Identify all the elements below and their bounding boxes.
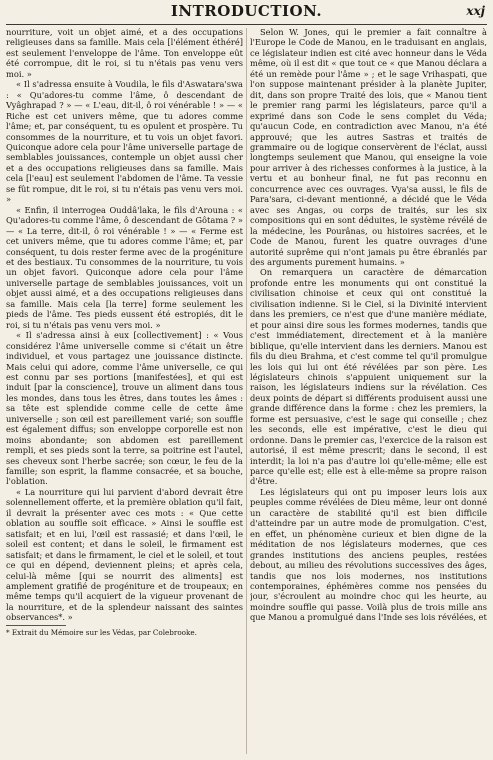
paragraph: nourriture, voit un objet aimé, et a des occupations religieuses dans sa famille. Mais cela [l'élément éthéré] est seulement l'enveloppe de l'âme. Ton enveloppe eût été corrompue, dit le roi, si tu n'étais pas venu vers moi. » [6, 27, 243, 79]
paragraph: « Enfin, il interrogea Ouddâ'laka, le fils d'Arouna : « Qu'adores-tu comme l'âme, ô descendant de Gôtama ? » — « La terre, dit-il, ô roi vénérable ! » — « Ferme est cet univers même, que tu adores comme l'âme; et, par conséquent, tu dois rester ferme avec de la progéniture et des bestiaux. Tu consommes de la nourriture, tu vois un objet favori. Quiconque adore cela pour l'âme universelle partage de semblables jouissances, voit un objet aussi aimé, et a des occupations religieuses dans sa famille. Mais cela [la terre] forme seulement les pieds de l'âme. Tes pieds eussent été estropiés, dit le roi, si tu n'étais pas venu vers moi. » [6, 204, 243, 330]
footnote: * Extrait du Mémoire sur les Védas, par Colebrooke. [6, 627, 197, 637]
paragraph: Selon W. Jones, qui le premier a fait connaître à l'Europe le Code de Manou, en le traduisant en anglais, ce législateur indien est cité avec honneur dans le Véda même, où il est dit « que tout ce « que Manou déclara a été un remède pour l'âme » ; et le sage Vrihaspati, que l'on suppose maintenant présider à la planète Jupiter, dit, dans son propre Traité des lois, que « Manou tient le premier rang parmi les législateurs, parce qu'il a exprimé dans son Code le sens complet du Véda; qu'aucun Code, en contradiction avec Manou, n'a été approuvé; que les autres Sastras et traités de grammaire ou de logique conservèrent de l'éclat, aussi longtemps seulement que Manou, qui enseigne la voie pour arriver à des richesses conformes à la justice, à la vertu et au bonheur final, ne fut pas reconnu en concurrence avec ces ouvrages. Vya'sa aussi, le fils de Para'sara, ci-devant mentionné, a décidé que le Véda avec ses Angas, ou corps de traités, sur les six compositions qui en sont déduites, le système révélé de la médecine, les Pourânas, ou histoires sacrées, et le Code de Manou, furent les quatre ouvrages d'une autorité suprême qui n'ont jamais pu être ébranlés par des arguments purement humains. » [250, 27, 487, 267]
column-divider [246, 28, 247, 754]
left-column [6, 27, 243, 755]
footnote-rule [6, 625, 66, 626]
running-title: INTRODUCTION. [170, 2, 323, 20]
page-header [0, 0, 493, 26]
page-number: xxj [466, 4, 485, 18]
right-column [250, 27, 487, 755]
paragraph: « Il s'adressa ensuite à Voudila, le fils d'Aswatara'swa : « Qu'adores-tu comme l'âme, ô descendant de Vyâghrapad ? » — « L'eau, dit-il, ô roi vénérable ! » — « Riche est cet univers même, que tu adores comme l'âme; et, par conséquent, tu es opulent et prospère. Tu consommes de la nourriture, et tu vois un objet favori. Quiconque adore cela pour l'âme universelle partage de semblables jouissances, contemple un objet aussi cher et a des occupations religieuses dans sa famille. Mais cela [l'eau] est seulement l'abdomen de l'âme. Ta vessie se fût rompue, dit le roi, si tu n'étais pas venu vers moi. » [6, 79, 243, 205]
paragraph: Les législateurs qui ont pu imposer leurs lois aux peuples comme révélées de Dieu même, leur ont donné un caractère de stabilité qu'il est bien difficile d'atteindre par un autre mode de promulgation. C'est, en effet, un phénomène curieux et bien digne de la méditation de nos législateurs modernes, que ces grandes institutions des anciens peuples, restées debout, au milieu des révolutions successives des âges, tandis que nos lois modernes, nos institutions contemporaines, éphémères comme nos pensées du jour, s'écroulent au moindre choc qui les heurte, au moindre souffle qui passe. Voilà plus de trois mille ans que Manou a promulgué dans l'Inde ses lois révélées, et [250, 486, 487, 623]
paragraph: « Il s'adressa ainsi à eux [collectivement] : « Vous considérez l'âme universelle comme si c'était un être individuel, et vous partagez une jouissance distincte. Mais celui qui adore, comme l'âme universelle, ce qui est connu par ses portions [manifestées], et qui est induit [par la conscience], trouve un aliment dans tous les mondes, dans tous les êtres, dans toutes les âmes : sa tête est splendide comme celle de cette âme universelle ; son œil est pareillement varié; son souffle est également diffus; son enveloppe corporelle est non moins abondante; son abdomen est pareillement rempli, et ses pieds sont la terre, sa poitrine est l'autel, ses cheveux sont l'herbe sacrée; son cœur, le feu de la famille; son esprit, la flamme consacrée, et sa bouche, l'oblation. [6, 330, 243, 487]
paragraph: On remarquera un caractère de démarcation profonde entre les monuments qui ont constitué la civilisation chinoise et ceux qui ont constitué la civilisation indienne. Si le Ciel, si la Divinité intervient dans les premiers, ce n'est que d'une manière médiate, et pour ainsi dire sous les formes modernes, tandis que c'est immédiatement, directement et à la manière biblique, qu'elle intervient dans les derniers. Manou est fils du dieu Brahma, et c'est comme tel qu'il promulgue les lois qui lui ont été révélées par son père. Les législateurs chinois s'appuient uniquement sur la raison, les législateurs indiens sur la révélation. Ces deux points de départ si différents produisent aussi une grande différence dans la forme : chez les premiers, la forme est persuasive, c'est le sage qui conseille ; chez les seconds, elle est impérative, c'est le dieu qui ordonne. Dans le premier cas, l'exercice de la raison est autorisé, il est même prescrit; dans le second, il est interdit; la loi n'a pas d'autre loi qu'elle-même; elle est parce qu'elle est; elle est à elle-même sa propre raison d'être. [250, 267, 487, 487]
header-rule [6, 24, 487, 25]
paragraph: « La nourriture qui lui parvient d'abord devrait être solennellement offerte, et la première oblation qu'il fait, il devrait la présenter avec ces mots : « Que cette oblation au souffle soit efficace. » Ainsi le souffle est satisfait; et en lui, l'œil est rassasié; et dans l'œil, le soleil est content; et dans le soleil, le firmament est satisfait; et dans le firmament, le ciel et le soleil, et tout ce qui en dépend, deviennent pleins; et après cela, celui-là même [qui se nourrit des aliments] est amplement gratifié de progéniture et de troupeaux; en même temps qu'il acquiert de la vigueur provenant de la nourriture, et de la splendeur naissant des saintes observances*. » [6, 486, 243, 623]
